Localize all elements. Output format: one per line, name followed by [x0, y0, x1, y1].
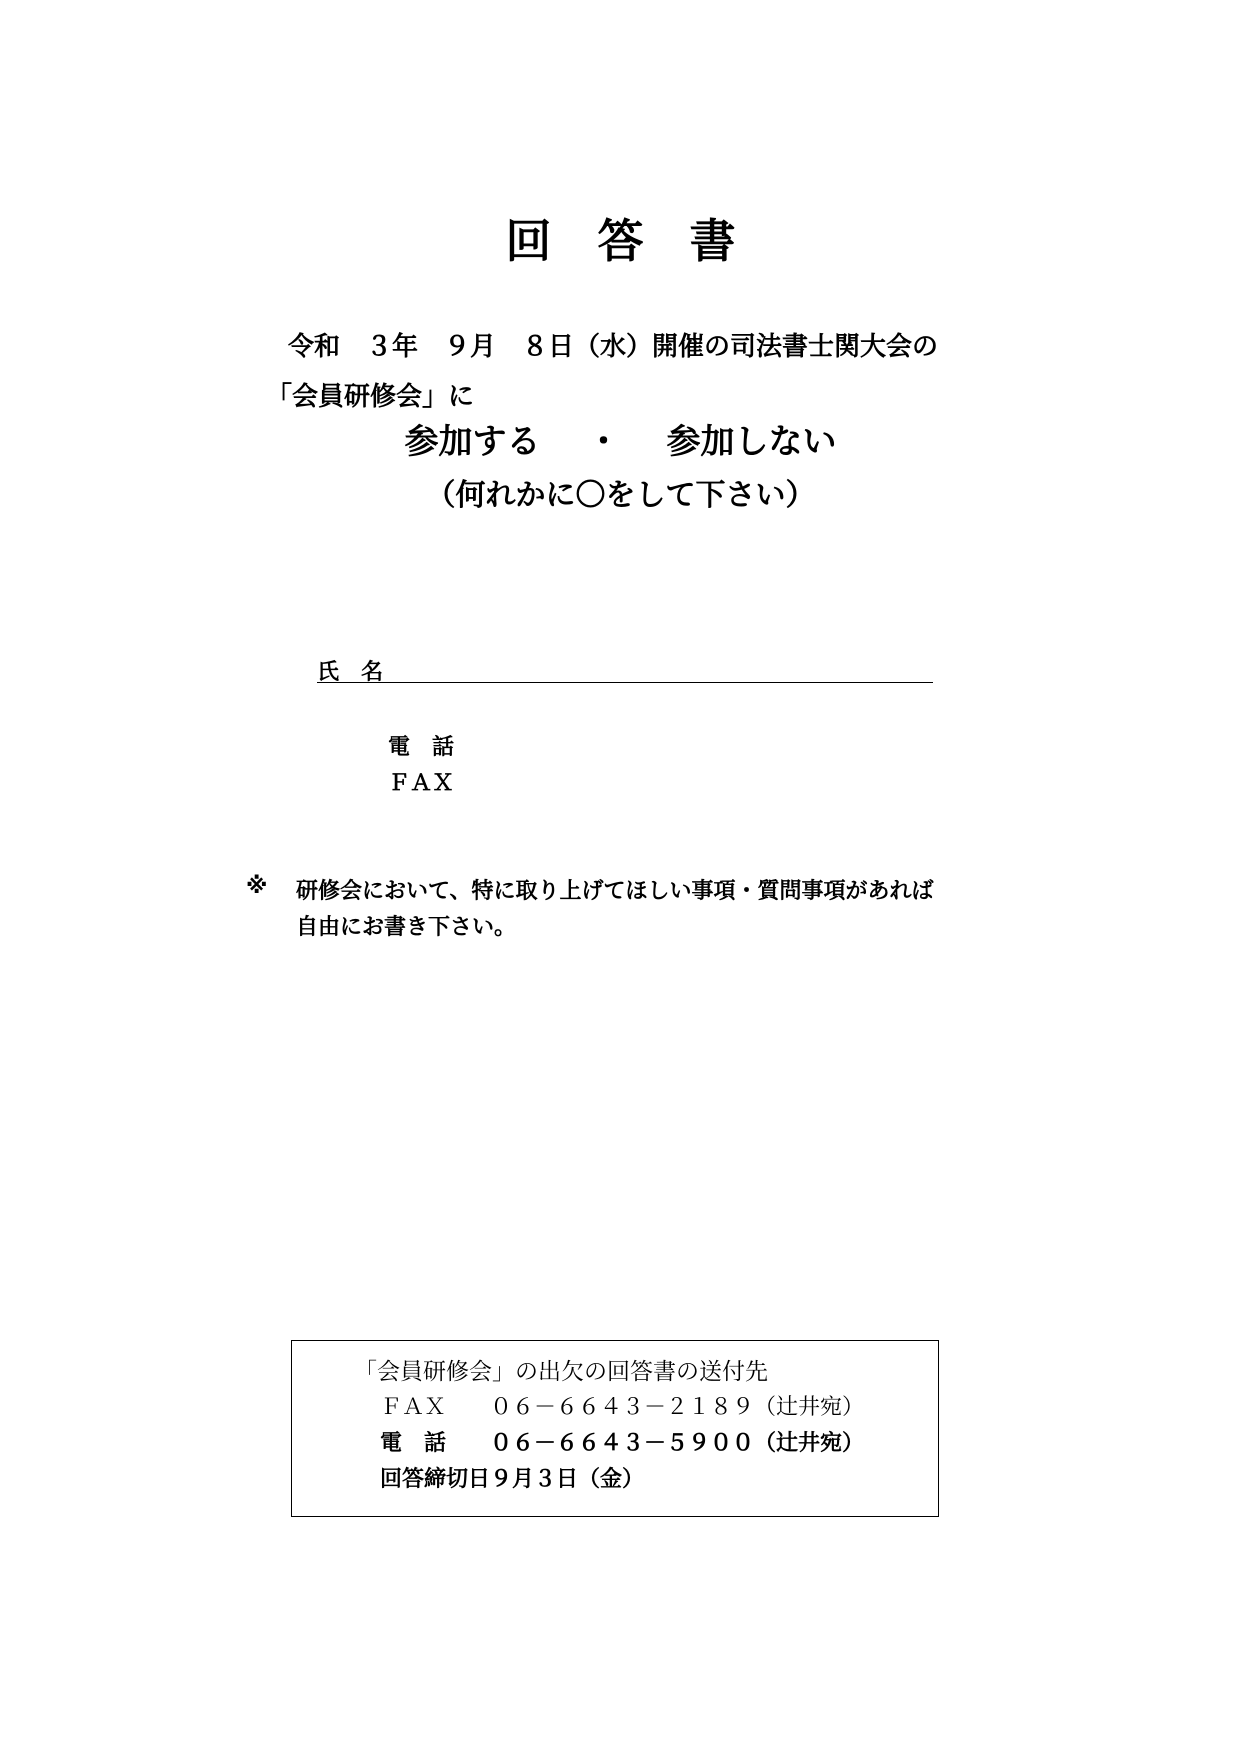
- contact-tel-row: [380, 1426, 864, 1457]
- phone-label: 電 話: [388, 735, 455, 760]
- note-line-1: 研修会において、特に取り上げてほしい事項・質問事項があれば: [296, 879, 934, 904]
- circle-instruction: （何れかに〇をして下さい）: [425, 478, 816, 513]
- name-field-line[interactable]: [317, 682, 933, 683]
- choice-decline[interactable]: 参加しない: [666, 422, 837, 462]
- note-mark: ※: [246, 874, 268, 899]
- intro-line-2: 「会員研修会」に: [266, 382, 475, 412]
- contact-tel-label: 電 話: [380, 1431, 447, 1456]
- contact-deadline-label: 回答締切日: [380, 1467, 491, 1492]
- contact-deadline-row: [380, 1462, 644, 1493]
- contact-box: [291, 1340, 939, 1517]
- note-line-2: 自由にお書き下さい。: [296, 915, 517, 940]
- name-label: 氏 名: [317, 660, 384, 685]
- contact-tel-value: ０６－６６４３－５９００（辻井宛）: [490, 1431, 865, 1456]
- choice-attend[interactable]: 参加する: [404, 422, 541, 462]
- contact-fax-value: ０６－６６４３－２１８９（辻井宛）: [490, 1395, 865, 1420]
- contact-deadline-value: ９月３日（金）: [490, 1467, 645, 1492]
- contact-fax-label: ＦＡＸ: [380, 1395, 447, 1420]
- choice-separator: ・: [586, 422, 621, 462]
- intro-line-1: 令和 ３年 ９月 ８日（水）開催の司法書士関大会の: [288, 332, 939, 362]
- document-title: 回 答 書: [505, 214, 736, 268]
- fax-label: ＦＡＸ: [388, 771, 455, 796]
- contact-fax-row: [380, 1390, 864, 1421]
- attendance-choices: [0, 414, 1241, 463]
- contact-heading: 「会員研修会」の出欠の回答書の送付先: [354, 1359, 768, 1385]
